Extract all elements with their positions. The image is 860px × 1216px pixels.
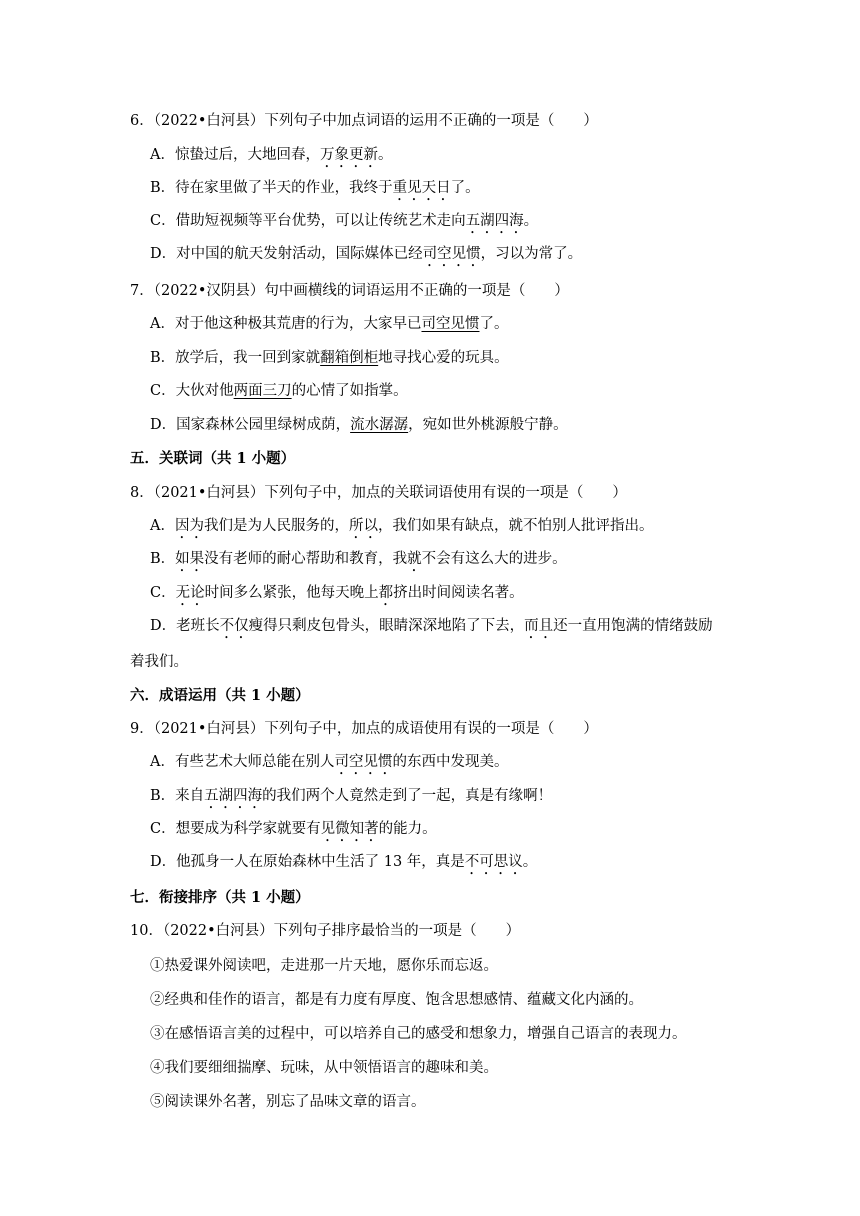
question-9-option-d: D．他孤身一人在原始森林中生活了 13 年，真是不可思议。 xyxy=(150,854,538,870)
section-heading-5: 五．关联词（共 1 小题） xyxy=(130,450,296,467)
question-9-option-a: A．有些艺术大师总能在别人司空见惯的东西中发现美。 xyxy=(150,754,509,770)
dotted-term: 所以 xyxy=(348,518,378,534)
dotted-term: 就 xyxy=(407,551,422,567)
question-8-option-d-continuation: 着我们。 xyxy=(130,654,188,670)
dotted-term: 见微知著 xyxy=(320,821,379,837)
dotted-term: 万象更新 xyxy=(319,147,378,163)
question-10-item-2: ②经典和佳作的语言，都是有力度有厚度、饱含思想感情、蕴藏文化内涵的。 xyxy=(150,992,643,1008)
question-10-item-3: ③在感悟语言美的过程中，可以培养自己的感受和想象力，增强自己语言的表现力。 xyxy=(150,1026,687,1042)
question-6-option-b: B．待在家里做了半天的作业，我终于重见天日了。 xyxy=(150,180,480,196)
underlined-term: 司空见惯 xyxy=(421,316,480,332)
underlined-term: 流水潺潺 xyxy=(350,417,409,433)
dotted-term: 都 xyxy=(378,585,394,601)
section-heading-7: 七．衔接排序（共 1 小题） xyxy=(130,889,310,906)
dotted-term: 司空见惯 xyxy=(422,246,481,262)
question-8-stem: 8．（2021•白河县）下列句子中，加点的关联词语使用有误的一项是（ ） xyxy=(130,485,627,501)
dotted-term: 重见天日 xyxy=(392,180,451,196)
question-6-option-a: A．惊蛰过后，大地回春，万象更新。 xyxy=(150,147,393,163)
dotted-term: 无论 xyxy=(175,585,205,601)
dotted-term: 不可思议 xyxy=(464,854,523,870)
question-7-option-d: D．国家森林公园里绿树成荫，流水潺潺，宛如世外桃源般宁静。 xyxy=(150,417,568,433)
question-9-option-c: C．想要成为科学家就要有见微知著的能力。 xyxy=(150,821,437,837)
question-9-stem: 9．（2021•白河县）下列句子中，加点的成语使用有误的一项是（ ） xyxy=(130,721,598,737)
question-7-option-c: C．大伙对他两面三刀的心情了如指掌。 xyxy=(150,383,408,399)
dotted-term: 如果 xyxy=(175,551,205,567)
question-8-option-d: D．老班长不仅瘦得只剩皮包骨头，眼睛深深地陷了下去，而且还一直用饱满的情绪鼓励 xyxy=(150,618,713,634)
dotted-term: 五湖四海 xyxy=(204,788,263,804)
question-9-option-b: B．来自五湖四海的我们两个人竟然走到了一起，真是有缘啊！ xyxy=(150,788,553,804)
question-8-option-c: C．无论时间多么紧张，他每天晚上都挤出时间阅读名著。 xyxy=(150,585,524,601)
section-heading-6: 六．成语运用（共 1 小题） xyxy=(130,687,310,704)
dotted-term: 因为 xyxy=(174,518,204,534)
question-7-stem: 7．（2022•汉阴县）句中画横线的词语运用不正确的一项是（ ） xyxy=(130,283,569,299)
question-10-stem: 10．（2022•白河县）下列句子排序最恰当的一项是（ ） xyxy=(130,923,521,939)
dotted-term: 司空见惯 xyxy=(334,754,393,770)
dotted-term: 而且 xyxy=(524,618,554,634)
question-6-option-d: D．对中国的航天发射活动，国际媒体已经司空见惯，习以为常了。 xyxy=(150,246,583,262)
question-10-item-5: ⑤阅读课外名著，别忘了品味文章的语言。 xyxy=(150,1094,426,1110)
question-10-item-4: ④我们要细细揣摩、玩味，从中领悟语言的趣味和美。 xyxy=(150,1060,498,1076)
question-7-option-b: B．放学后，我一回到家就翻箱倒柜地寻找心爱的玩具。 xyxy=(150,350,509,366)
question-10-item-1: ①热爱课外阅读吧，走进那一片天地，愿你乐而忘返。 xyxy=(150,958,498,974)
underlined-term: 翻箱倒柜 xyxy=(320,350,379,366)
underlined-term: 两面三刀 xyxy=(233,383,292,399)
dotted-term: 不仅 xyxy=(219,618,249,634)
dotted-term: 五湖四海 xyxy=(465,213,524,229)
question-6-stem: 6．（2022•白河县）下列句子中加点词语的运用不正确的一项是（ ） xyxy=(130,113,598,129)
question-7-option-a: A．对于他这种极其荒唐的行为，大家早已司空见惯了。 xyxy=(150,316,509,332)
question-6-option-c: C．借助短视频等平台优势，可以让传统艺术走向五湖四海。 xyxy=(150,213,539,229)
question-8-option-a: A．因为我们是为人民服务的，所以，我们如果有缺点，就不怕别人批评指出。 xyxy=(150,518,654,534)
question-8-option-b: B．如果没有老师的耐心帮助和教育，我就不会有这么大的进步。 xyxy=(150,551,567,567)
